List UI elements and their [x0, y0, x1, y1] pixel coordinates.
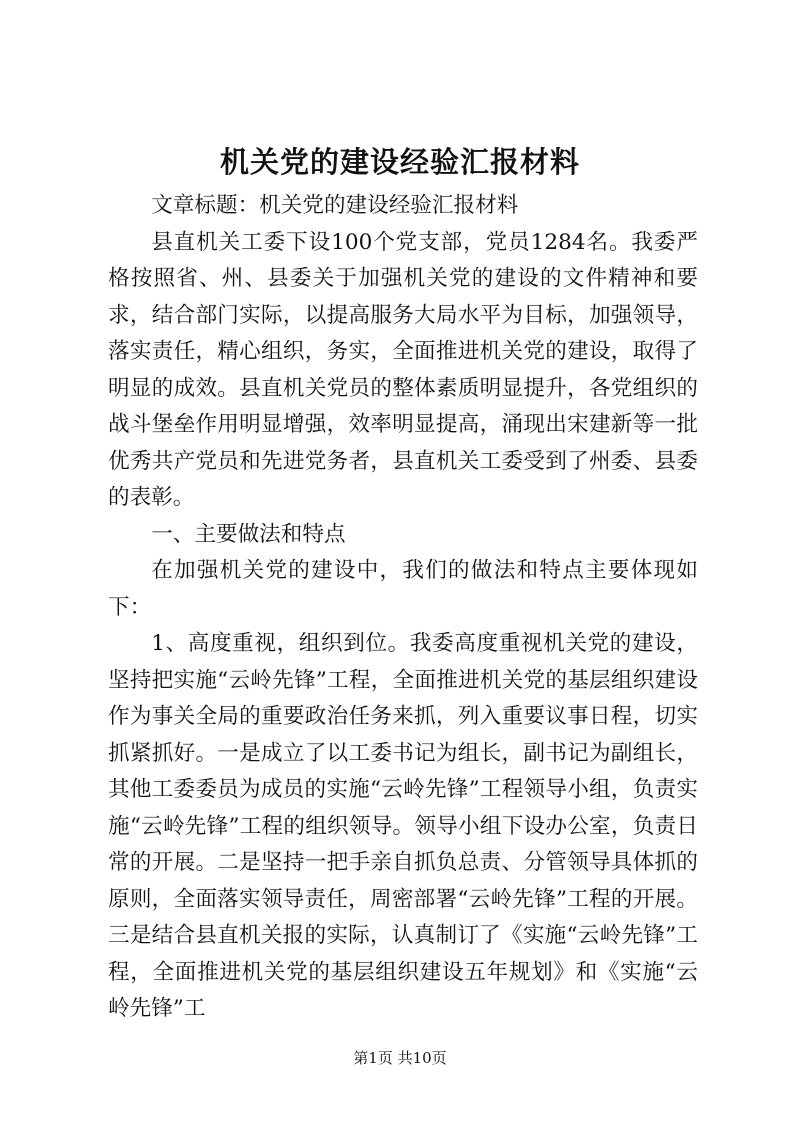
document-title: 机关党的建设经验汇报材料: [219, 145, 580, 179]
paragraph-point-1: 1、高度重视，组织到位。我委高度重视机关党的建设，坚持把实施“云岭先锋”工程，全面推进机关党的基层组织建设作为事关全局的重要政治任务来抓，列入重要议事日程，切实抓紧抓好。一是成立了以工委书记为组长，副书记为副组长，其他工委委员为成员的实施“云岭先锋”工程领导小组，负责实施“云岭先锋”工程的组织领导。领导小组下设办公室，负责日常的开展。二是坚持一把手亲自抓负总责、分管领导具体抓的原则，全面落实领导责任，周密部署“云岭先锋”工程的开展。三是结合县直机关报的实际，认真制订了《实施“云岭先锋”工程，全面推进机关党的基层组织建设五年规划》和《实施“云岭先锋”工: [108, 631, 698, 1021]
document-body: [108, 188, 698, 1028]
paragraph-article-heading: 文章标题：机关党的建设经验汇报材料: [151, 193, 519, 218]
paragraph-section-intro: 在加强机关党的建设中，我们的做法和特点主要体现如下：: [108, 558, 698, 620]
page-footer: 第1页 共10页: [353, 1049, 447, 1067]
section-heading: 一、主要做法和特点: [151, 521, 346, 547]
paragraph-intro: 县直机关工委下设100个党支部，党员1284名。我委严格按照省、州、县委关于加强机关党的建设的文件精神和要求，结合部门实际，以提高服务大局水平为目标，加强领导，落实责任，精心组织，务实，全面推进机关党的建设，取得了明显的成效。县直机关党员的整体素质明显提升，各党组织的战斗堡垒作用明显增强，效率明显提高，涌现出宋建新等一批优秀共产党员和先进党务者，县直机关工委受到了州委、县委的表彰。: [108, 229, 698, 510]
